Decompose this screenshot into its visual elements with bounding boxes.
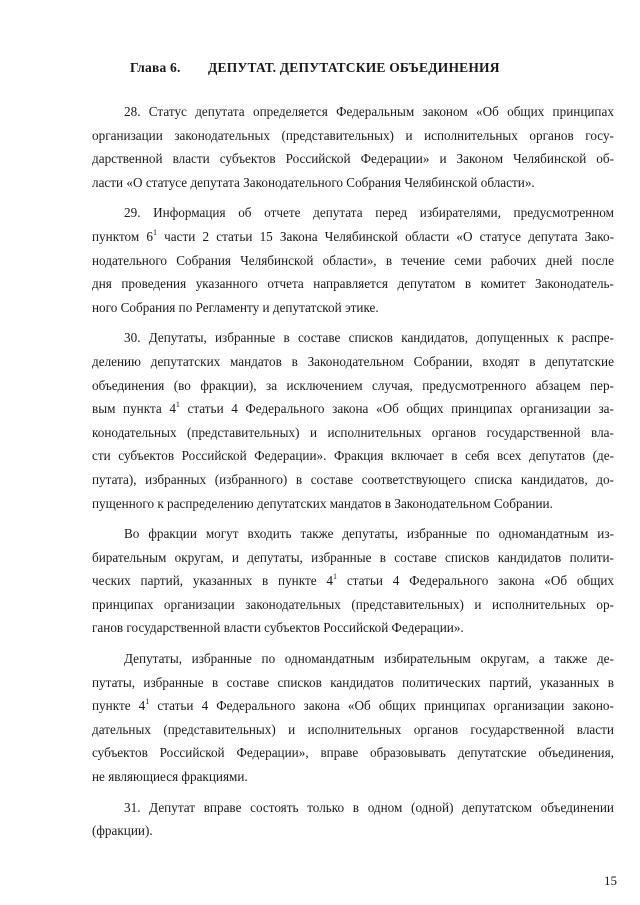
- chapter-title: ДЕПУТАТ. ДЕПУТАТСКИЕ ОБЪЕДИНЕНИЯ: [208, 60, 500, 75]
- text-line: конодательных (представительных) и исполнительных органов государственной вла-: [92, 424, 614, 440]
- text-line: дательных (представительных) и исполнительных органов государственной власти: [92, 721, 614, 737]
- paragraph: [92, 796, 614, 843]
- paragraph: [92, 522, 614, 640]
- text-line: субъектов Российской Федерации», вправе образовывать депутатские объединения,: [92, 745, 614, 761]
- text-line: организации законодательных (представительных) и исполнительных органов госу-: [92, 127, 614, 143]
- paragraph-gap: [92, 515, 614, 522]
- text-line: ного Собрания по Регламенту и депутатской этике.: [92, 299, 379, 315]
- text-line: вым пункта $4^1$ статьи 4 Федерального закона «Об общих принципах организации за-: [92, 400, 614, 417]
- paragraph: [92, 201, 614, 319]
- text-line: пункте $4^1$ статьи 4 Федерального закона «Об общих принципах организации законо-: [92, 697, 614, 714]
- text-line: объединения (во фракции), за исключением случая, предусмотренного абзацем пер-: [92, 377, 614, 393]
- page-number: 15: [604, 873, 617, 888]
- text-line: нодательного Собрания Челябинской области», в течение семи рабочих дней после: [92, 252, 614, 268]
- text-line: Во фракции могут входить также депутаты, избранные по одномандатным из-: [124, 526, 614, 542]
- text-line: дня проведения указанного отчета направляется депутатом в комитет Законодатель-: [92, 276, 614, 292]
- chapter-number: Глава 6.: [130, 60, 181, 75]
- text-line: не являющиеся фракциями.: [92, 769, 248, 785]
- text-line: 29. Информация об отчете депутата перед избирателями, предусмотренном: [124, 205, 614, 221]
- paragraph-gap: [92, 640, 614, 647]
- text-line: делению депутатских мандатов в Законодательном Собрании, входят в депутатские: [92, 353, 614, 369]
- text-line: путаты, избранные в составе списков кандидатов политических партий, указанных в: [92, 674, 614, 690]
- text-line: 31. Депутат вправе состоять только в одном (одной) депутатском объединении: [124, 799, 614, 815]
- text-line: сти субъектов Российской Федерации». Фракция включает в себя всех депутатов (де-: [92, 448, 614, 464]
- paragraph: [92, 647, 614, 789]
- text-line: пущенного к распределению депутатских мандатов в Законодательном Собрании.: [92, 495, 553, 511]
- text-line: (фракции).: [92, 823, 153, 839]
- paragraph-gap: [92, 789, 614, 796]
- text-line: 30. Депутаты, избранные в составе списков кандидатов, допущенных к распре-: [124, 330, 614, 346]
- chapter-heading: [130, 60, 500, 76]
- text-line: ласти «О статусе депутата Законодательного Собрания Челябинской области».: [92, 174, 535, 190]
- text-line: принципах организации законодательных (представительных) и исполнительных ор-: [92, 596, 614, 612]
- paragraph: [92, 326, 614, 515]
- text-line: ческих партий, указанных в пункте $4^1$ статьи 4 Федерального закона «Об общих: [92, 572, 614, 589]
- text-line: Депутаты, избранные по одномандатным избирательным округам, а также де-: [124, 651, 614, 667]
- paragraph: [92, 100, 614, 194]
- text-line: пунктом $6^1$ части 2 статьи 15 Закона Челябинской области «О статусе депутата Зако-: [92, 227, 614, 244]
- text-line: путата), избранных (избранного) в составе соответствующего списка кандидатов, до-: [92, 471, 614, 487]
- paragraph-gap: [92, 194, 614, 201]
- text-line: ганов государственной власти субъектов Российской Федерации».: [92, 620, 464, 636]
- text-line: 28. Статус депутата определяется Федеральным законом «Об общих принципах: [124, 104, 614, 119]
- paragraph-gap: [92, 319, 614, 326]
- text-line: дарственной власти субъектов Российской Федерации» и Законом Челябинской об-: [92, 151, 614, 167]
- text-line: бирательным округам, и депутаты, избранные в составе списков кандидатов полити-: [92, 549, 614, 565]
- document-body: [92, 100, 614, 843]
